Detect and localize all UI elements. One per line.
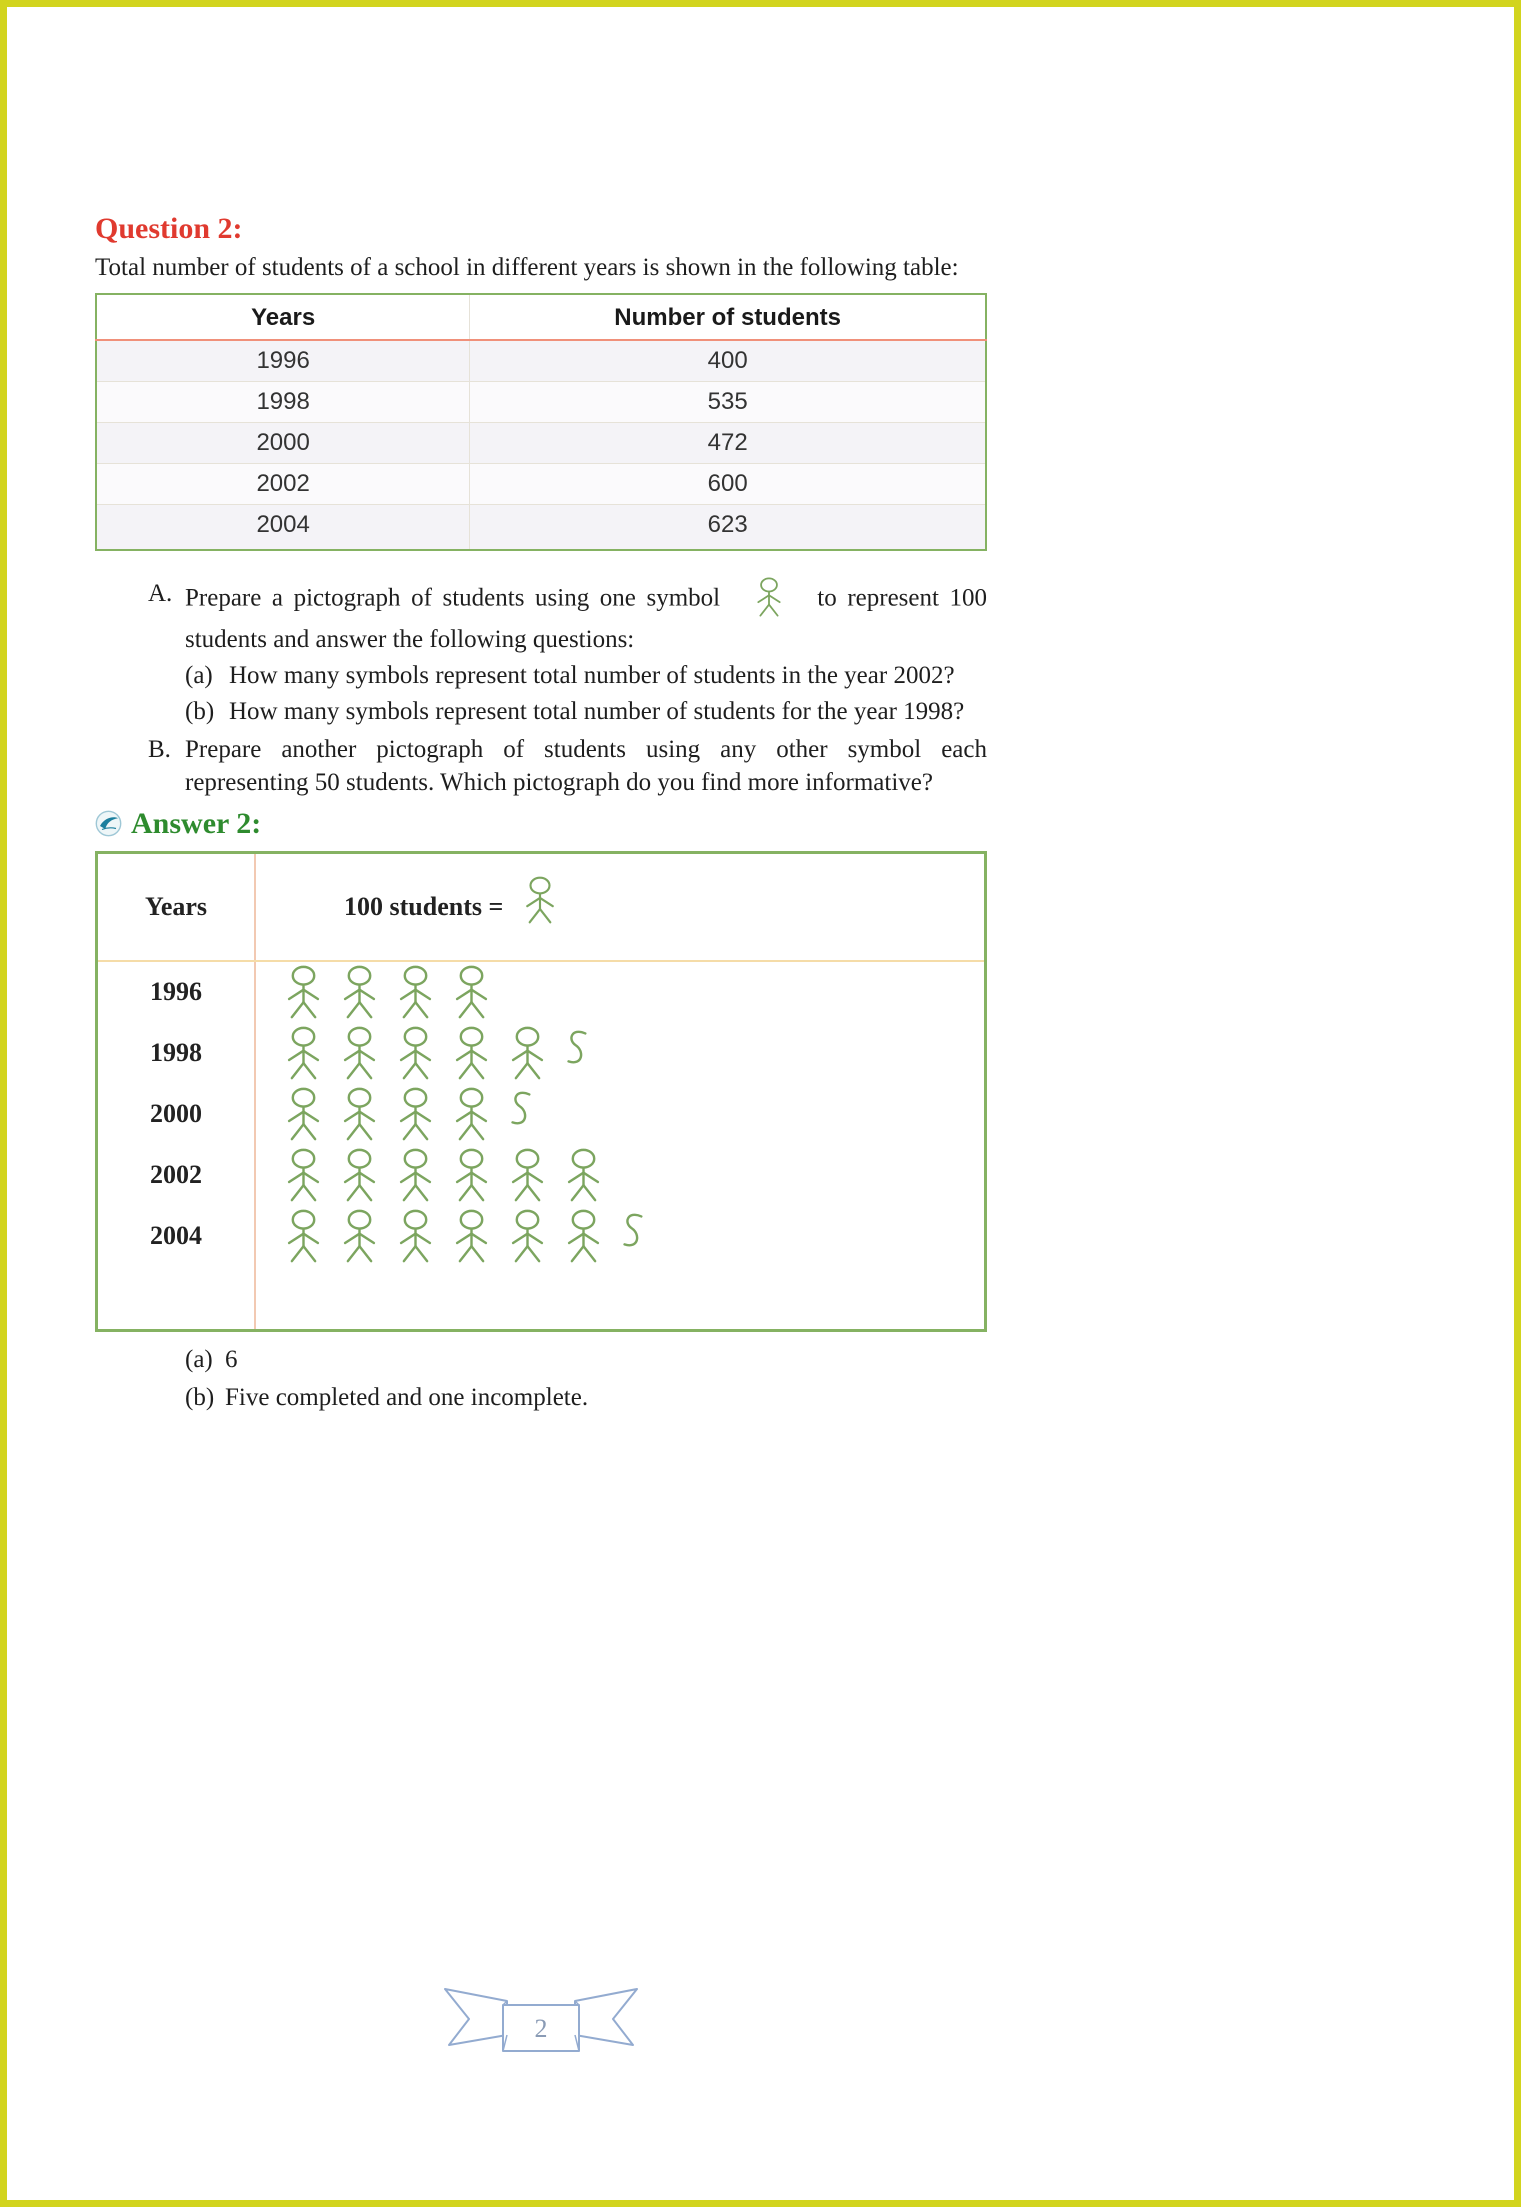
table-cell: 623 (707, 510, 748, 538)
part-a-label: A. (148, 579, 173, 607)
table-cell: 1998 (96, 381, 470, 422)
answer-result-text: Five completed and one incomplete. (225, 1384, 589, 1411)
page-number-ribbon-icon (431, 1981, 651, 2065)
answer-result-text: 6 (225, 1345, 238, 1373)
content-column (95, 7, 987, 2065)
stick-figure-icon (521, 876, 559, 924)
question-heading: Question 2: (95, 212, 243, 245)
answer-heading-row (95, 807, 987, 841)
pictograph-row (98, 1145, 984, 1206)
table-row (96, 340, 986, 382)
pictograph-year-label: 2004 (98, 1206, 256, 1267)
table-header-number: Number of students (470, 294, 986, 340)
pictograph-year-label: 2000 (98, 1084, 256, 1145)
table-cell: 400 (470, 340, 986, 382)
publisher-logo-icon (95, 810, 122, 837)
sub-question-text: How many symbols represent total number of students in the year 2002? (229, 661, 955, 689)
pictograph-symbols (256, 1084, 984, 1145)
part-a-suffix: to represent 100 students and answer the following questions: (185, 584, 988, 653)
table-row (96, 381, 986, 422)
pictograph-row (98, 1084, 984, 1145)
sub-question-label: (b) (185, 697, 215, 725)
table-cell: 600 (470, 463, 986, 504)
table-row (96, 504, 986, 550)
answer-heading: Answer 2: (131, 806, 262, 840)
page-number: 2 (534, 2013, 548, 2043)
part-b (148, 733, 987, 799)
sub-question (185, 659, 987, 692)
answer-result-label: (b) (185, 1384, 215, 1411)
table-row (96, 463, 986, 504)
pictograph-rows (98, 962, 984, 1267)
answer-results (185, 1344, 987, 1415)
sub-question-label: (a) (185, 661, 213, 689)
table-header-row (96, 294, 986, 340)
table-cell: 472 (470, 422, 986, 463)
part-b-label: B. (148, 735, 171, 763)
part-b-text: Prepare another pictograph of students using any other symbol each representing 50 students. Which pictograph do you find more informative? (185, 735, 987, 796)
pictograph-symbols (256, 1206, 984, 1267)
answer-result (185, 1382, 987, 1415)
table-row (96, 422, 986, 463)
table-header-years: Years (96, 294, 470, 340)
students-table-body (96, 340, 986, 550)
pictograph-year-label: 1998 (98, 1023, 256, 1084)
pictograph-symbols (256, 962, 984, 1023)
students-table (95, 293, 987, 551)
pictograph-row (98, 1206, 984, 1267)
sub-question (185, 695, 987, 728)
pictograph-years-header: Years (98, 854, 256, 960)
part-a-text (185, 577, 987, 656)
question-parts (148, 577, 987, 799)
pictograph-key-label: 100 students = (344, 891, 504, 921)
stick-figure-icon (753, 577, 785, 617)
pictograph-year-label: 2002 (98, 1145, 256, 1206)
pictograph-row (98, 962, 984, 1023)
table-cell: 535 (470, 381, 986, 422)
table-cell: 2004 (96, 504, 470, 550)
table-cell: 1996 (96, 340, 470, 382)
part-a-prefix: Prepare a pictograph of students using one symbol (185, 584, 721, 612)
pictograph-spacer (98, 1267, 984, 1329)
pictograph-table (95, 851, 987, 1332)
pictograph-year-label: 1996 (98, 962, 256, 1023)
question-intro: Total number of students of a school in different years is shown in the following table: (95, 254, 959, 281)
pictograph-key (256, 854, 984, 960)
page-footer (95, 1981, 987, 2065)
pictograph-header (98, 854, 984, 962)
table-cell: 2002 (96, 463, 470, 504)
answer-result (185, 1344, 987, 1377)
pictograph-row (98, 1023, 984, 1084)
table-cell: 2000 (96, 422, 470, 463)
part-a-subquestions (185, 659, 987, 728)
pictograph-symbols (256, 1023, 984, 1084)
sub-question-text: How many symbols represent total number of students for the year 1998? (229, 697, 965, 725)
pictograph-symbols (256, 1145, 984, 1206)
answer-result-label: (a) (185, 1345, 213, 1373)
part-a (148, 577, 987, 731)
